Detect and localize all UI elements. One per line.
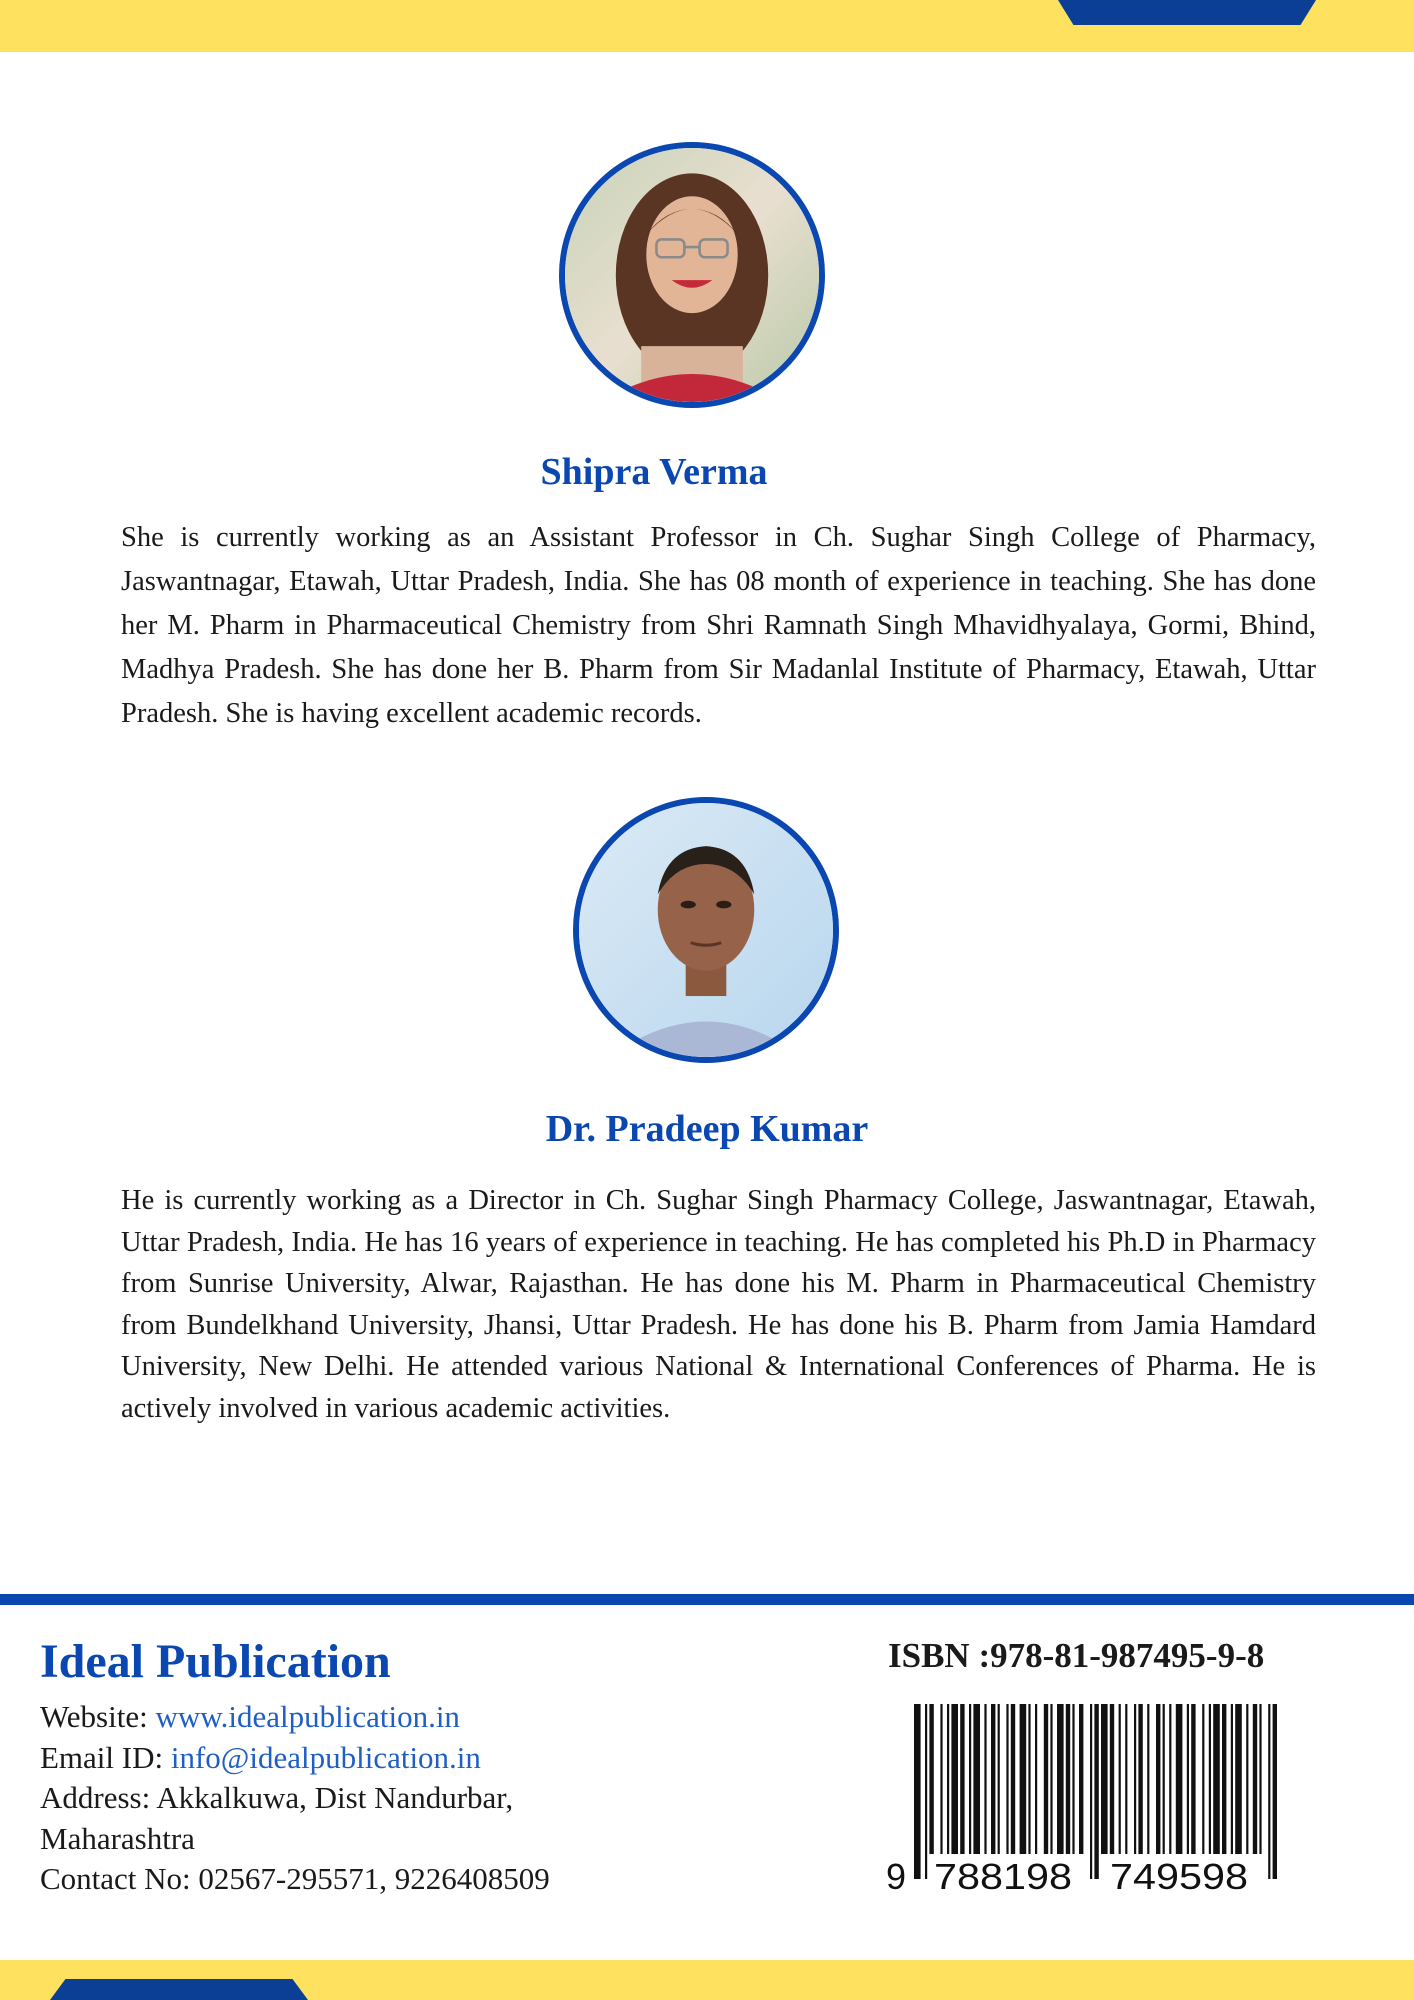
barcode-bar (969, 1704, 971, 1854)
barcode-bar (1050, 1704, 1052, 1854)
author-name-pradeep-kumar: Dr. Pradeep Kumar (545, 1108, 869, 1150)
barcode-bar (1035, 1704, 1037, 1854)
barcode-bar (998, 1704, 1000, 1854)
contact-number-line: Contact No: 02567-295571, 9226408509 (40, 1861, 550, 1896)
barcode-bar (1176, 1704, 1183, 1854)
barcode-bar (1134, 1704, 1136, 1854)
barcode-bar (1273, 1704, 1277, 1879)
barcode-bar (947, 1704, 949, 1854)
author-portrait-shipra-verma (559, 142, 825, 408)
barcode-bar (1066, 1704, 1070, 1854)
barcode-bar (1020, 1704, 1027, 1854)
barcode-bar (1259, 1704, 1261, 1854)
barcode-bar (1044, 1704, 1048, 1854)
website-line (40, 1697, 550, 1738)
barcode-digit-first: 9 (886, 1856, 907, 1894)
author-bio-pradeep-kumar: He is currently working as a Director in Ch. Sughar Singh Pharmacy College, Jaswantnagar, Etawah, Uttar Pradesh, India. He has 16 years of experience in teaching. He has completed his Ph.D in Pharmacy from Sunrise University, Alwar, Rajasthan. He has done his M. Pharm in Pharmaceutical Chemistry from Bundelkhand University, Jhansi, Uttar Pradesh. He has done his B. Pharm from Jamia Hamdard University, New Delhi. He attended various National & International Conferences of Pharma. He is actively involved in various academic activities. (121, 1185, 1316, 1424)
barcode-bar (960, 1704, 964, 1854)
barcode-bar (1253, 1704, 1257, 1854)
barcode-bar (1213, 1704, 1220, 1854)
barcode-bar (1110, 1704, 1114, 1854)
address-line-2: Maharashtra (40, 1820, 195, 1856)
barcode-bar (973, 1704, 980, 1854)
isbn-barcode (884, 1704, 1294, 1894)
barcode-bar (1138, 1704, 1142, 1854)
barcode-bar (1268, 1704, 1270, 1879)
barcode-bar (1011, 1704, 1015, 1854)
barcode-bar (1156, 1704, 1160, 1854)
barcode-bar (1090, 1704, 1092, 1879)
barcode-bar (1209, 1704, 1211, 1854)
barcode-bar (1079, 1704, 1083, 1854)
barcode-bar (991, 1704, 995, 1854)
barcode-bar (1222, 1704, 1226, 1854)
barcode-digits-left: 788198 (934, 1856, 1072, 1894)
isbn-label: ISBN :978-81-987495-9-8 (888, 1636, 1265, 1675)
barcode-bar (1147, 1704, 1149, 1854)
barcode-bar (984, 1704, 986, 1854)
barcode-bar (1202, 1704, 1204, 1854)
barcode-digits-right: 749598 (1110, 1856, 1248, 1894)
barcode-bar (1125, 1704, 1127, 1854)
website-label: Website: (40, 1699, 156, 1734)
author-bio-shipra-verma: She is currently working as an Assistant Professor in Ch. Sughar Singh College of Pharmacy, Jaswantnagar, Etawah, Uttar Pradesh, India. She has 08 month of experience in teaching. She has done her M. Pharm in Pharmaceutical Chemistry from Shri Ramnath Singh Mhavidhyalaya, Gormi, Bhind, Madhya Pradesh. She has done her B. Pharm from Sir Madanlal Institute of Pharmacy, Etawah, Uttar Pradesh. She is having excellent academic records. (121, 522, 1316, 729)
portrait-photo (565, 148, 819, 402)
address-line-1: Address: Akkalkuwa, Dist Nandurbar, (40, 1780, 514, 1815)
publisher-name: Ideal Publication (40, 1635, 391, 1688)
barcode-bar (925, 1704, 927, 1879)
website-link[interactable]: www.idealpublication.in (155, 1699, 460, 1734)
barcode-bar (1028, 1704, 1030, 1854)
barcode-bar (914, 1704, 921, 1879)
barcode-bar (951, 1704, 958, 1854)
barcode-bar (940, 1704, 942, 1854)
bottom-blue-tab (50, 1979, 308, 2000)
barcode-bar (1101, 1704, 1108, 1854)
email-line (40, 1738, 550, 1779)
email-link[interactable]: info@idealpublication.in (170, 1739, 481, 1775)
author-portrait-pradeep-kumar (573, 797, 839, 1063)
barcode-bar (1246, 1704, 1248, 1854)
publisher-contact-block (40, 1697, 550, 1900)
barcode-bar (1057, 1704, 1064, 1854)
barcode-bar (1006, 1704, 1008, 1854)
barcode-bar (1187, 1704, 1189, 1854)
barcode-bar (1235, 1704, 1242, 1854)
email-label: Email ID: (40, 1739, 171, 1775)
barcode-bar (929, 1704, 933, 1854)
barcode-bar (1231, 1704, 1233, 1854)
barcode-bar (1163, 1704, 1165, 1854)
portrait-photo (579, 803, 833, 1057)
barcode-bar (1119, 1704, 1121, 1854)
author-name-shipra-verma: Shipra Verma (540, 451, 768, 493)
barcode-bar (1191, 1704, 1195, 1854)
top-blue-tab (1058, 0, 1316, 25)
barcode-bar (1072, 1704, 1074, 1854)
barcode-bar (1094, 1704, 1098, 1879)
barcode-bar (1169, 1704, 1171, 1854)
footer-divider (0, 1594, 1414, 1605)
